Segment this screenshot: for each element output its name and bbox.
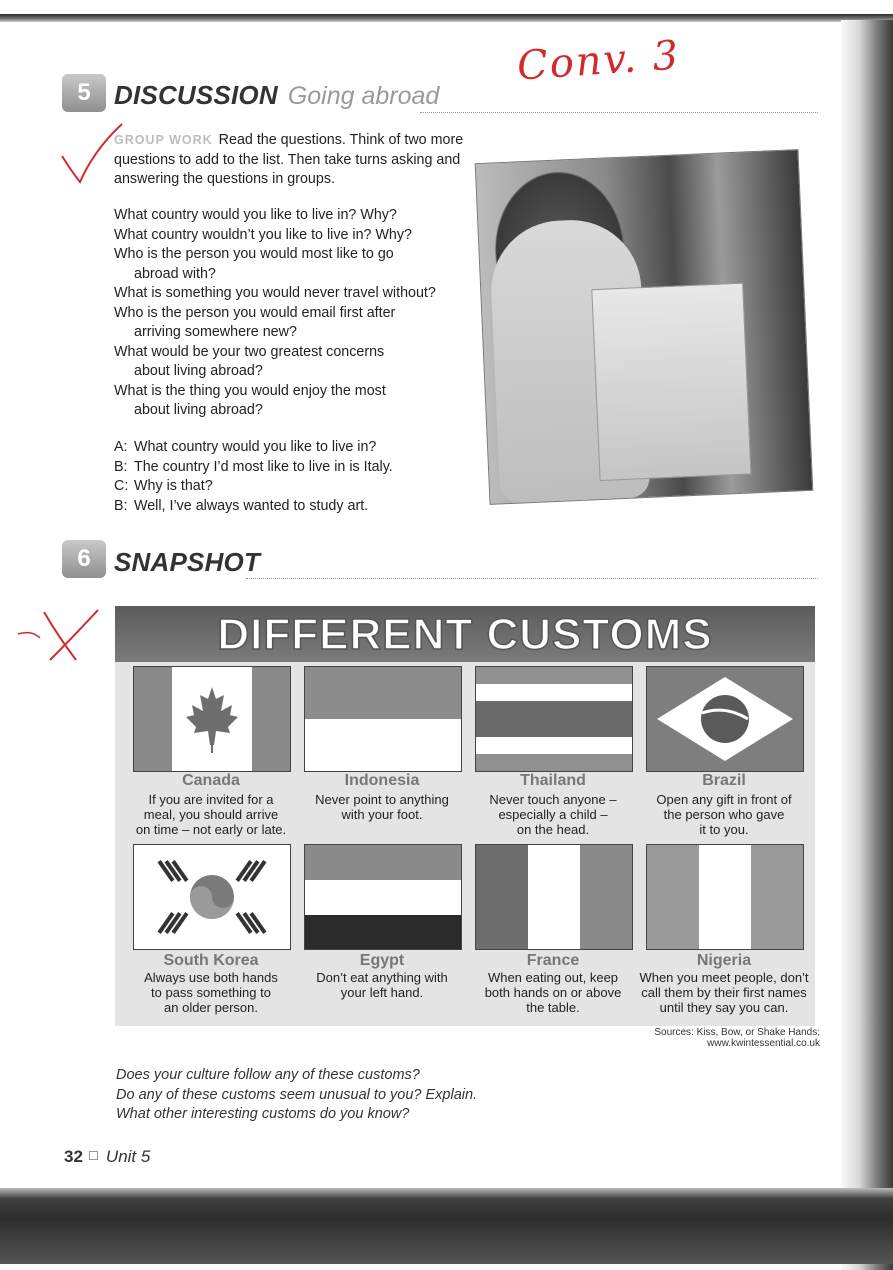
country-name: France xyxy=(526,952,580,969)
unit-label: Unit 5 xyxy=(105,1147,151,1166)
speaker: A: xyxy=(114,439,128,455)
section-5-heading xyxy=(114,80,439,111)
flag-canada xyxy=(133,666,291,772)
question: What would be your two greatest concerns xyxy=(114,343,385,360)
section-5-title: DISCUSSION xyxy=(114,80,278,110)
dialogue-line xyxy=(114,458,474,478)
question-continued: arriving somewhere new? xyxy=(134,324,297,340)
dialogue-text: Why is that? xyxy=(134,478,213,494)
custom-line: an older person. xyxy=(164,1000,258,1015)
custom-line: it to you. xyxy=(699,822,749,837)
flag-thailand xyxy=(475,666,633,772)
flag-nigeria xyxy=(646,844,804,950)
instructions xyxy=(114,131,464,190)
red-cross-mark-icon xyxy=(14,606,104,664)
dialogue-text: The country I’d most like to live in is Italy. xyxy=(134,458,393,475)
prompt: What other interesting customs do you know? xyxy=(116,1106,410,1122)
custom-line: Never point to anything xyxy=(315,792,449,807)
section-5-badge: 5 xyxy=(62,74,106,112)
custom-text xyxy=(639,970,809,1015)
flag-south-korea xyxy=(133,844,291,950)
custom-line: Always use both hands xyxy=(144,970,278,985)
country-name: Thailand xyxy=(520,772,586,789)
custom-line: with your foot. xyxy=(341,807,423,822)
dialogue-line xyxy=(114,497,474,517)
infographic-title: DIFFERENT CUSTOMS xyxy=(115,606,815,662)
instructions-text: Read the questions. Think of two more questions to add to the list. Then take turns asking and answering the questions in groups. xyxy=(114,132,464,187)
customs-infographic xyxy=(115,606,815,1026)
handwritten-note: Conv. 3 xyxy=(515,32,682,90)
country-name: South Korea xyxy=(163,952,259,969)
question-list xyxy=(114,206,474,421)
section-6-title: SNAPSHOT xyxy=(114,547,261,577)
question: What country would you like to live in? Why? xyxy=(114,207,397,223)
custom-line: call them by their first names xyxy=(641,985,807,1000)
prompt: Does your culture follow any of these customs? xyxy=(116,1067,420,1083)
custom-line: the person who gave xyxy=(663,807,785,822)
custom-line: When you meet people, don’t xyxy=(639,970,809,985)
country-name: Nigeria xyxy=(696,952,752,969)
question-continued: about living abroad? xyxy=(134,402,263,418)
dialogue-line xyxy=(114,438,474,458)
country-name: Canada xyxy=(182,772,240,789)
speaker: B: xyxy=(114,497,128,514)
custom-text xyxy=(297,792,467,822)
custom-line: meal, you should arrive xyxy=(143,807,279,822)
custom-text xyxy=(639,792,809,837)
custom-line: If you are invited for a xyxy=(148,792,274,807)
question: What is something you would never travel without? xyxy=(114,285,436,301)
section-5-subtitle: Going abroad xyxy=(287,82,440,110)
section-6-rule xyxy=(246,578,818,579)
custom-line: until they say you can. xyxy=(659,1000,789,1015)
maple-leaf-icon xyxy=(184,685,240,753)
scan-top-edge xyxy=(0,14,893,22)
page-footer xyxy=(64,1147,150,1167)
brazil-emblem-icon xyxy=(647,667,803,771)
custom-line: especially a child – xyxy=(498,807,608,822)
custom-line: to pass something to xyxy=(151,985,271,1000)
country-name: Indonesia xyxy=(344,772,420,789)
country-name: Brazil xyxy=(702,772,746,789)
flag-france xyxy=(475,844,633,950)
flag-indonesia xyxy=(304,666,462,772)
section-5-rule xyxy=(420,112,818,113)
dialogue-text: Well, I’ve always wanted to study art. xyxy=(134,497,369,514)
custom-text xyxy=(468,970,638,1015)
page-number: 32 xyxy=(64,1147,83,1166)
taegeuk-icon xyxy=(134,845,290,949)
custom-text xyxy=(297,970,467,1000)
dialogue-line xyxy=(114,477,474,497)
question-continued: about living abroad? xyxy=(134,363,263,379)
country-name: Egypt xyxy=(359,952,405,969)
custom-line: Open any gift in front of xyxy=(656,792,792,807)
group-work-label: GROUP WORK xyxy=(114,133,213,147)
custom-text xyxy=(126,792,296,837)
speaker: B: xyxy=(114,458,128,475)
prompt: Do any of these customs seem unusual to you? Explain. xyxy=(116,1086,478,1103)
custom-text xyxy=(126,970,296,1015)
dialogue xyxy=(114,438,474,516)
custom-line: Never touch anyone – xyxy=(489,792,617,807)
photo-easel-canvas xyxy=(591,283,751,481)
custom-text xyxy=(468,792,638,837)
question: Who is the person you would most like to go xyxy=(114,246,394,262)
question-continued: abroad with? xyxy=(134,265,216,282)
flag-egypt xyxy=(304,844,462,950)
custom-line: When eating out, keep xyxy=(487,970,619,985)
dialogue-text: What country would you like to live in? xyxy=(134,439,377,455)
custom-line: both hands on or above xyxy=(484,985,622,1000)
scan-right-edge xyxy=(841,20,893,1270)
question: What is the thing you would enjoy the most xyxy=(114,382,386,399)
section-6-badge: 6 xyxy=(62,540,106,578)
sources-credit: Sources: Kiss, Bow, or Shake Hands; www.kwintessential.co.uk xyxy=(654,1027,820,1049)
custom-line: your left hand. xyxy=(340,985,424,1000)
custom-line: on the head. xyxy=(516,822,590,837)
flag-brazil xyxy=(646,666,804,772)
scan-bottom-edge xyxy=(0,1188,893,1264)
discussion-prompts xyxy=(116,1066,477,1125)
speaker: C: xyxy=(114,478,129,494)
square-bullet-icon xyxy=(89,1151,98,1160)
custom-line: Don’t eat anything with xyxy=(316,970,448,985)
photo-girl-painting-canal xyxy=(475,149,814,505)
question: Who is the person you would email first after xyxy=(114,304,396,321)
custom-line: the table. xyxy=(526,1000,580,1015)
custom-line: on time – not early or late. xyxy=(135,822,287,837)
question: What country wouldn’t you like to live in? Why? xyxy=(114,226,412,243)
